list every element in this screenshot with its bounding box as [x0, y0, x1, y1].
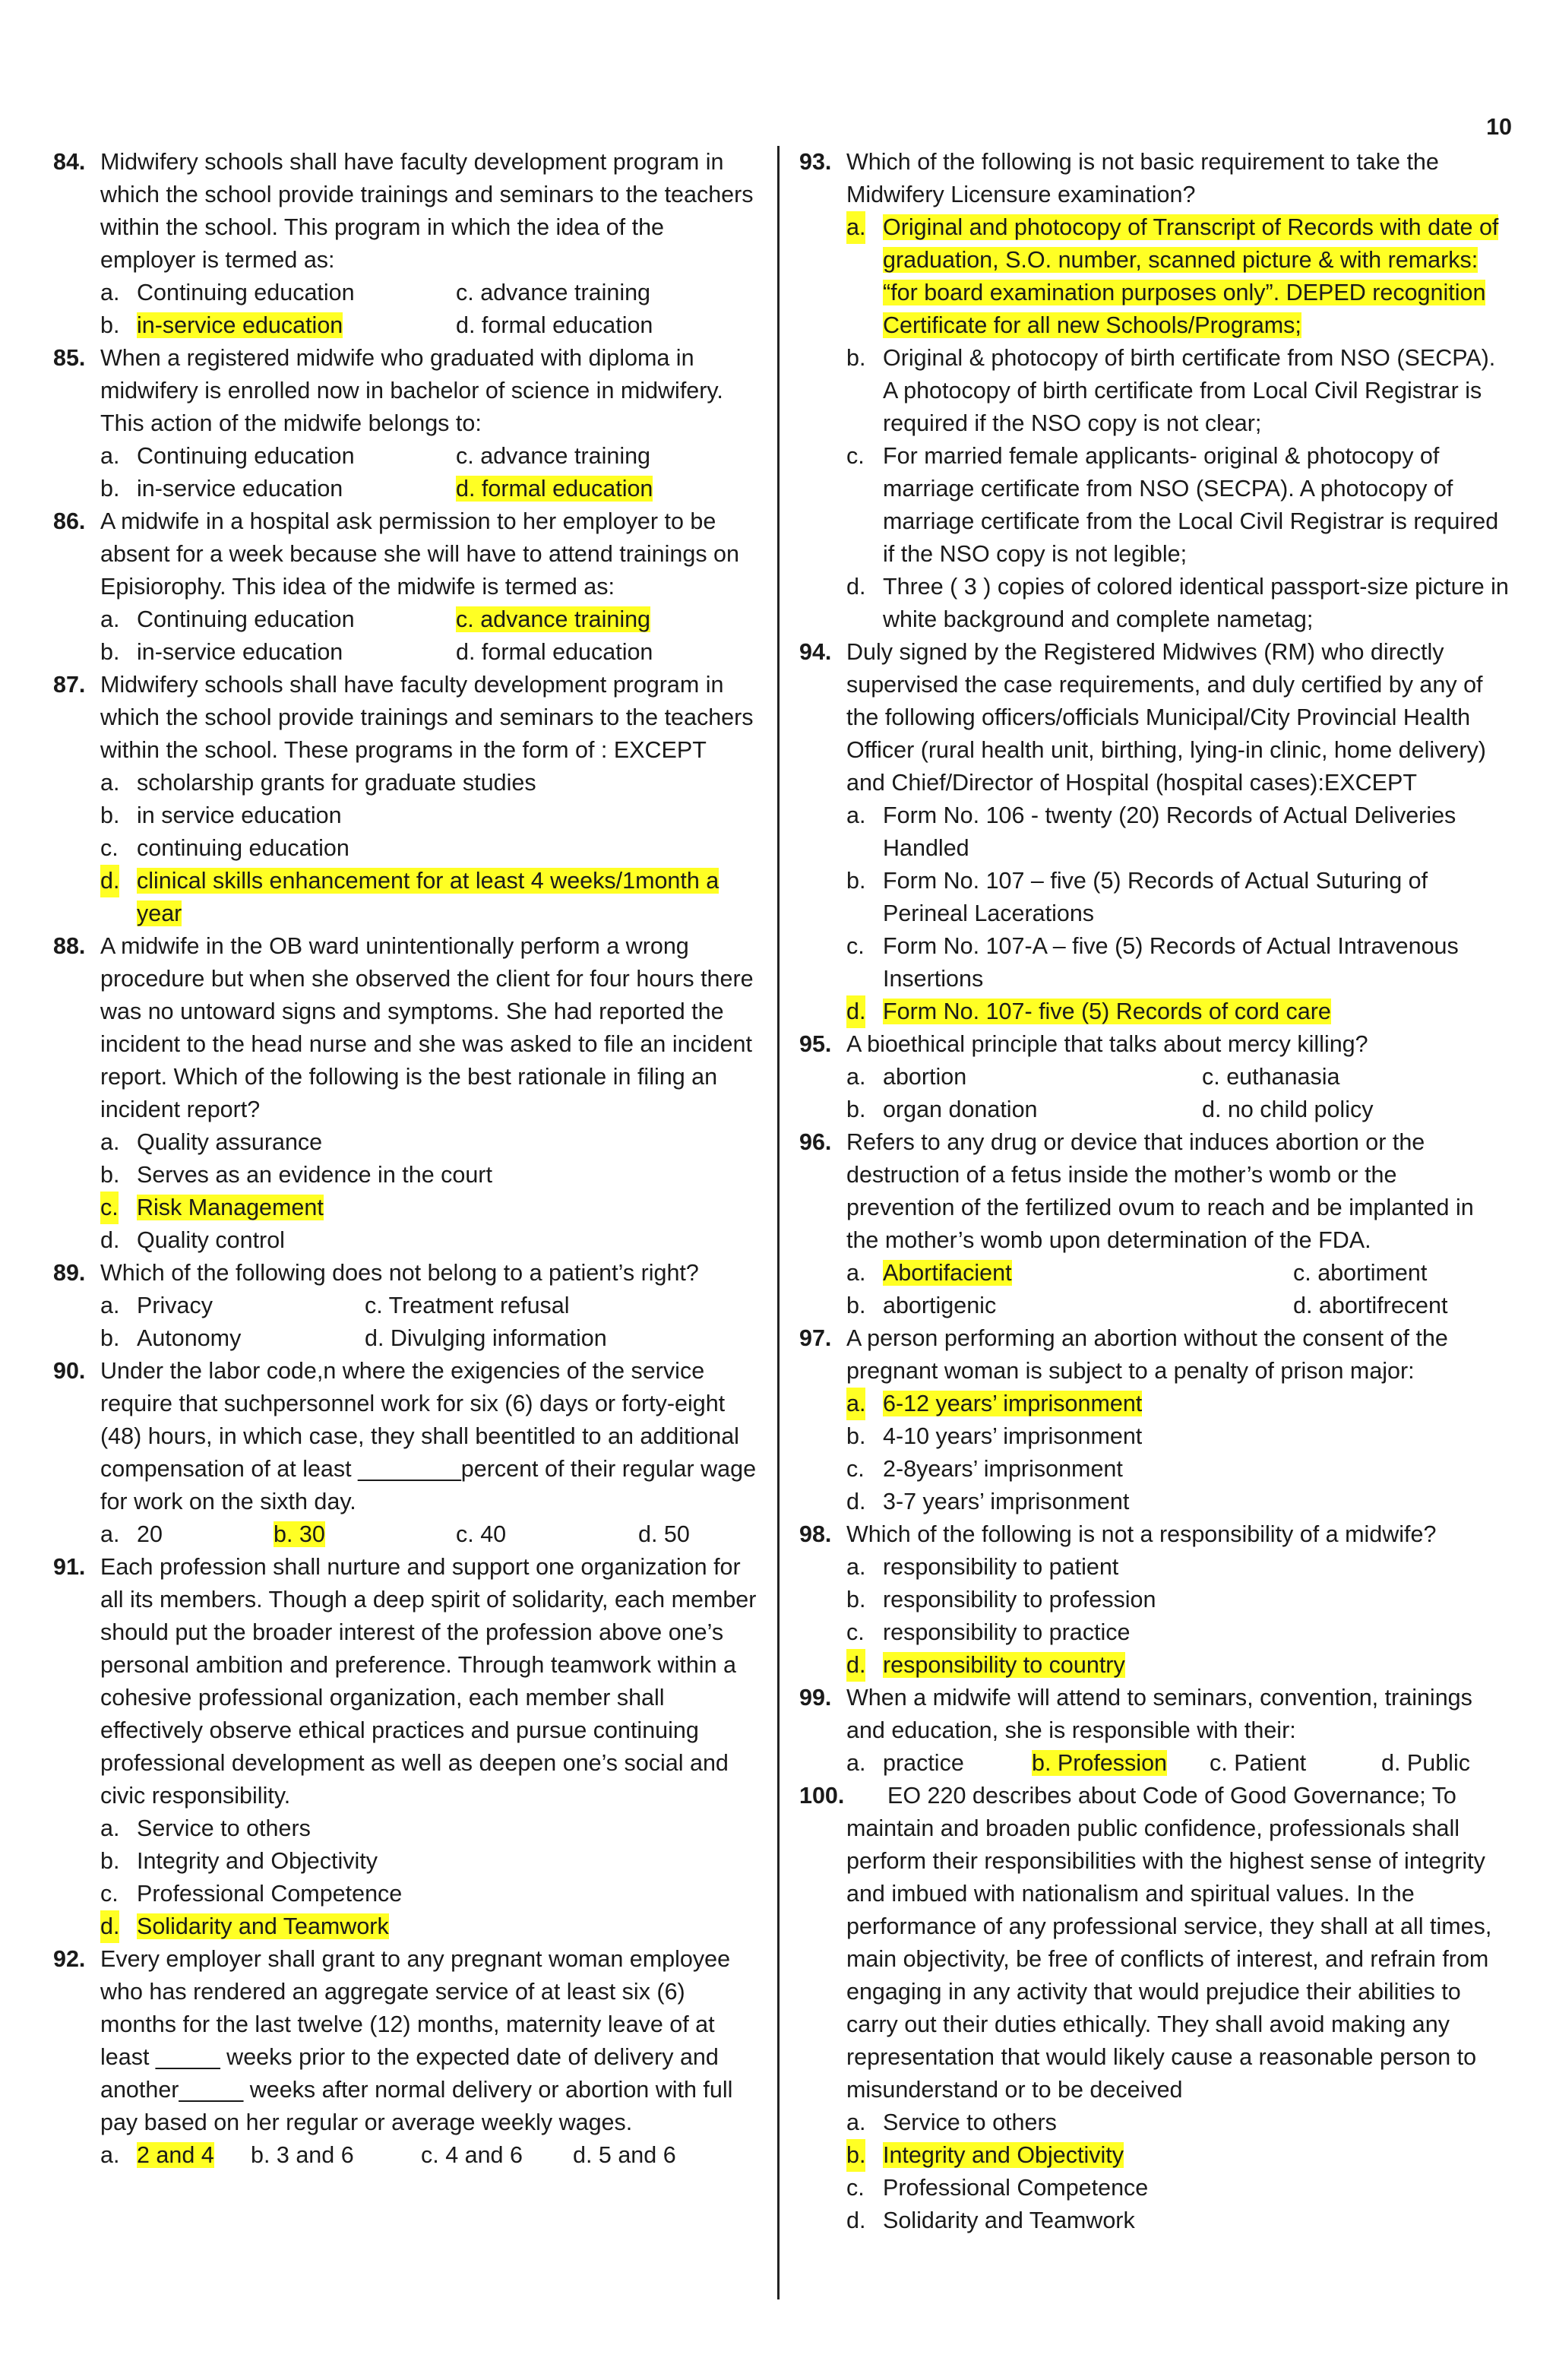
question-number: 93.: [799, 149, 832, 175]
option-b: [100, 799, 764, 832]
option-d: d. abortifrecent: [1293, 1293, 1448, 1318]
option-b: abortigenic: [883, 1293, 997, 1318]
option-letter: a.: [846, 211, 865, 244]
option-a: Privacy: [137, 1293, 213, 1318]
question-text: A person performing an abortion without the consent of the pregnant woman is subject to a penalty of prison major:: [846, 1325, 1448, 1384]
option-a: [100, 767, 764, 799]
option-row: [100, 603, 764, 636]
option-text: Three ( 3 ) copies of colored identical passport-size picture in white background and complete nametag;: [883, 574, 1509, 632]
question-92: [53, 1943, 764, 2172]
option-letter: c.: [846, 2175, 865, 2201]
column-divider: [777, 146, 780, 2299]
option-row: [100, 440, 764, 473]
option-text: continuing education: [137, 835, 349, 861]
option-c: [846, 930, 1510, 995]
option-text: Solidarity and Teamwork: [883, 2208, 1135, 2233]
option-letter: a.: [846, 1260, 866, 1286]
question-number: 84.: [53, 149, 86, 175]
option-letter: c.: [846, 1456, 865, 1482]
option-text: 3-7 years’ imprisonment: [883, 1489, 1130, 1514]
option-row: [846, 1061, 1510, 1093]
option-letter: c.: [100, 1881, 119, 1907]
question-text: Each profession shall nurture and support one organization for all its members. Though a deep spirit of solidarity, each member should put the broader interest of the profession above one’s personal ambition and preference. Through teamwork within a cohesive professional organization, each member shall effectively observe ethical practices and pursue continuing professional development as well as deepen one’s social and civic responsibility.: [100, 1554, 757, 1809]
question-88: [53, 930, 764, 1257]
right-column: [799, 146, 1510, 2237]
option-row: [100, 636, 764, 669]
option-d-answer: [100, 865, 764, 930]
question-text: Every employer shall grant to any pregnant woman employee who has rendered an aggregate service of at least six (6) months for the last twelve (12) months, maternity leave of at least _____ weeks prior to the expected date of delivery and another_____ weeks after normal delivery or abortion with full pay based on her regular or average weekly wages.: [100, 1946, 733, 2135]
option-row: [846, 1257, 1510, 1290]
option-letter: b.: [100, 639, 120, 665]
option-c: c. 40: [456, 1521, 507, 1547]
option-letter: b.: [846, 1293, 866, 1318]
option-row: [100, 1322, 764, 1355]
option-a: [100, 1126, 764, 1159]
option-text: 4-10 years’ imprisonment: [883, 1423, 1143, 1449]
option-letter: d.: [100, 1227, 120, 1253]
option-letter: b.: [100, 1325, 120, 1351]
question-text: Which of the following is not basic requirement to take the Midwifery Licensure examination?: [846, 149, 1439, 207]
question-text: Duly signed by the Registered Midwives (RM) who directly supervised the case requirements, and duly certified by any of the following officers/officials Municipal/City Provincial Health Officer (rural health unit, birthing, lying-in clinic, home delivery) and Chief/Director of Hospital (hospital cases):EXCEPT: [846, 639, 1486, 796]
option-row: [100, 473, 764, 505]
option-c: c. Treatment refusal: [365, 1293, 570, 1318]
option-a-answer: 2 and 4: [137, 2142, 214, 2168]
option-c: [846, 440, 1510, 571]
option-d-answer: [846, 995, 1510, 1028]
option-letter: a.: [100, 1521, 120, 1547]
option-letter: a.: [100, 1293, 120, 1318]
option-text: Form No. 107 – five (5) Records of Actual Suturing of Perineal Lacerations: [883, 868, 1428, 926]
option-a-answer: Abortifacient: [883, 1260, 1012, 1286]
question-97: [799, 1322, 1510, 1518]
option-letter: d.: [846, 1649, 865, 1682]
option-b: [846, 865, 1510, 930]
question-93: [799, 146, 1510, 636]
question-text: Midwifery schools shall have faculty development program in which the school provide trainings and seminars to the teachers within the school. This program in which the idea of the employer is termed as:: [100, 149, 754, 273]
question-number: 94.: [799, 639, 832, 665]
question-90: [53, 1355, 764, 1551]
question-number: 100.: [799, 1783, 845, 1809]
option-letter: b.: [100, 802, 120, 828]
option-letter: a.: [100, 770, 120, 796]
option-letter: b.: [100, 1848, 120, 1874]
option-letter: a.: [846, 802, 866, 828]
option-a-answer: [846, 211, 1510, 342]
option-text: Integrity and Objectivity: [137, 1848, 378, 1874]
option-text: responsibility to profession: [883, 1587, 1156, 1613]
question-number: 99.: [799, 1685, 832, 1711]
question-86: [53, 505, 764, 669]
question-number: 95.: [799, 1031, 832, 1057]
option-row: [100, 1518, 764, 1551]
option-d: [846, 2204, 1510, 2237]
option-c: c. 4 and 6: [421, 2142, 523, 2168]
option-a: abortion: [883, 1064, 967, 1090]
question-text: Refers to any drug or device that induces abortion or the destruction of a fetus inside the mother’s womb or the prevention of the fertilized ovum to reach and be implanted in the mother’s womb upon determination of the FDA.: [846, 1129, 1474, 1253]
option-b: in-service education: [137, 476, 343, 502]
option-c: c. advance training: [456, 280, 651, 305]
question-87: [53, 669, 764, 930]
option-c-answer: [100, 1192, 764, 1224]
option-c-answer: c. advance training: [456, 606, 651, 632]
option-text: responsibility to country: [883, 1652, 1125, 1678]
option-a: [846, 2106, 1510, 2139]
question-98: [799, 1518, 1510, 1682]
question-95: [799, 1028, 1510, 1126]
question-number: 90.: [53, 1358, 86, 1384]
option-text: Risk Management: [137, 1195, 324, 1220]
option-d: d. no child policy: [1202, 1097, 1374, 1122]
question-number: 97.: [799, 1325, 832, 1351]
question-text: Which of the following does not belong to a patient’s right?: [100, 1260, 699, 1286]
option-d: d. formal education: [456, 639, 653, 665]
option-d: d. 50: [638, 1521, 690, 1547]
option-letter: a.: [846, 1554, 866, 1580]
question-number: 98.: [799, 1521, 832, 1547]
option-a-answer: [846, 1388, 1510, 1420]
option-letter: a.: [100, 2142, 120, 2168]
question-number: 88.: [53, 933, 86, 959]
option-text: Service to others: [883, 2109, 1057, 2135]
option-d-answer: [100, 1910, 764, 1943]
question-96: [799, 1126, 1510, 1322]
option-text: 6-12 years’ imprisonment: [883, 1391, 1143, 1416]
option-c: [846, 2172, 1510, 2204]
option-text: responsibility to patient: [883, 1554, 1119, 1580]
option-text: in service education: [137, 802, 342, 828]
option-text: 2-8years’ imprisonment: [883, 1456, 1123, 1482]
option-d: d. Public: [1381, 1750, 1470, 1776]
option-b: in-service education: [137, 639, 343, 665]
option-a: [846, 799, 1510, 865]
option-b-answer: in-service education: [137, 312, 343, 338]
option-letter: d.: [846, 995, 865, 1028]
question-text: Which of the following is not a responsibility of a midwife?: [846, 1521, 1437, 1547]
option-d: d. Divulging information: [365, 1325, 607, 1351]
option-letter: b.: [846, 1097, 866, 1122]
option-text: Quality assurance: [137, 1129, 323, 1155]
option-d-answer: d. formal education: [456, 476, 653, 502]
option-text: Professional Competence: [883, 2175, 1149, 2201]
option-a: Continuing education: [137, 606, 355, 632]
option-letter: d.: [846, 2208, 866, 2233]
option-c: c. advance training: [456, 443, 651, 469]
option-b: organ donation: [883, 1097, 1038, 1122]
option-text: For married female applicants- original & photocopy of marriage certificate from NSO (SECPA). A photocopy of marriage certificate from the Local Civil Registrar is required if the NSO copy is not legible;: [883, 443, 1499, 567]
question-84: [53, 146, 764, 342]
question-text: Midwifery schools shall have faculty development program in which the school provide trainings and seminars to the teachers within the school. These programs in the form of : EXCEPT: [100, 672, 754, 763]
question-text: When a midwife will attend to seminars, convention, trainings and education, she is responsible with their:: [846, 1685, 1472, 1743]
option-b: [100, 1159, 764, 1192]
option-text: Professional Competence: [137, 1881, 403, 1907]
question-text: A midwife in a hospital ask permission to her employer to be absent for a week because she will have to attend trainings on Episiorophy. This idea of the midwife is termed as:: [100, 508, 739, 600]
question-number: 89.: [53, 1260, 86, 1286]
option-c: [846, 1616, 1510, 1649]
option-text: responsibility to practice: [883, 1619, 1131, 1645]
option-text: Original & photocopy of birth certificate from NSO (SECPA). A photocopy of birth certificate from Local Civil Registrar is required if the NSO copy is not clear;: [883, 345, 1496, 436]
question-number: 87.: [53, 672, 86, 698]
option-d: d. formal education: [456, 312, 653, 338]
left-column: [53, 146, 764, 2172]
question-89: [53, 1257, 764, 1355]
question-99: [799, 1682, 1510, 1780]
option-d: d. 5 and 6: [573, 2142, 676, 2168]
option-letter: d.: [846, 1489, 866, 1514]
question-text: A bioethical principle that talks about mercy killing?: [846, 1031, 1368, 1057]
question-number: 92.: [53, 1946, 86, 1972]
option-b: b. 3 and 6: [251, 2142, 354, 2168]
option-c: [100, 1878, 764, 1910]
option-letter: c.: [846, 443, 865, 469]
question-text: EO 220 describes about Code of Good Governance; To maintain and broaden public confidence, professionals shall perform their responsibilities with the highest sense of integrity and imbued with nationalism and spiritual values. In the performance of any professional service, they shall at all times, main objectivity, be free of conflicts of interest, and refrain from engaging in any activity that would prejudice their abilities to carry out their duties ethically. They shall avoid making any representation that would likely cause a reasonable person to misunderstand or to be deceived: [846, 1783, 1492, 2103]
option-letter: b.: [100, 476, 120, 502]
question-text: A midwife in the OB ward unintentionally perform a wrong procedure but when she observed the client for four hours there was no untoward signs and symptoms. She had reported the incident to the head nurse and she was asked to file an incident report. Which of the following is the best rationale in filing an incident report?: [100, 933, 754, 1122]
option-b-answer: b. 30: [274, 1521, 325, 1547]
option-letter: d.: [100, 865, 119, 897]
option-letter: b.: [100, 312, 120, 338]
question-91: [53, 1551, 764, 1943]
option-letter: c.: [100, 1192, 119, 1224]
option-c: c. euthanasia: [1202, 1064, 1340, 1090]
option-c: [100, 832, 764, 865]
option-letter: a.: [100, 1129, 120, 1155]
option-row: [100, 277, 764, 309]
option-letter: b.: [100, 1162, 120, 1188]
option-b-answer: b. Profession: [1032, 1750, 1168, 1776]
option-letter: b.: [846, 345, 866, 371]
question-text: When a registered midwife who graduated with diploma in midwifery is enrolled now in bachelor of science in midwifery. This action of the midwife belongs to:: [100, 345, 723, 436]
question-number: 96.: [799, 1129, 832, 1155]
option-a: [846, 1551, 1510, 1584]
option-b: [846, 1584, 1510, 1616]
option-text: Form No. 106 - twenty (20) Records of Actual Deliveries Handled: [883, 802, 1456, 861]
option-text: scholarship grants for graduate studies: [137, 770, 536, 796]
option-text: Quality control: [137, 1227, 285, 1253]
question-94: [799, 636, 1510, 1028]
option-b: [846, 342, 1510, 440]
option-text: Form No. 107- five (5) Records of cord care: [883, 999, 1331, 1024]
question-number: 86.: [53, 508, 86, 534]
page-number: 10: [1486, 114, 1512, 140]
question-number: 91.: [53, 1554, 86, 1580]
option-letter: a.: [100, 606, 120, 632]
option-a: practice: [883, 1750, 964, 1776]
option-text: Integrity and Objectivity: [883, 2142, 1124, 2168]
question-85: [53, 342, 764, 505]
option-letter: a.: [100, 1815, 120, 1841]
option-text: Form No. 107-A – five (5) Records of Actual Intravenous Insertions: [883, 933, 1459, 992]
option-text: Solidarity and Teamwork: [137, 1913, 389, 1939]
option-letter: b.: [846, 2139, 865, 2172]
option-b: Autonomy: [137, 1325, 242, 1351]
option-c: c. abortiment: [1293, 1260, 1428, 1286]
option-letter: a.: [846, 2109, 866, 2135]
option-text: Serves as an evidence in the court: [137, 1162, 492, 1188]
option-letter: b.: [846, 868, 866, 894]
option-text: Original and photocopy of Transcript of Records with date of graduation, S.O. number, scanned picture & with remarks: “for board examination purposes only”. DEPED recognition Certificate for all new Schools/Programs;: [883, 214, 1499, 338]
option-letter: c.: [846, 933, 865, 959]
option-row: [846, 1747, 1510, 1780]
option-letter: b.: [846, 1587, 866, 1613]
option-row: [100, 1290, 764, 1322]
option-a: [100, 1812, 764, 1845]
option-letter: a.: [846, 1750, 866, 1776]
question-number: 85.: [53, 345, 86, 371]
option-b: [846, 1420, 1510, 1453]
option-letter: d.: [846, 574, 866, 600]
option-d: [846, 571, 1510, 636]
option-letter: c.: [846, 1619, 865, 1645]
option-c: c. Patient: [1210, 1750, 1307, 1776]
option-letter: b.: [846, 1423, 866, 1449]
option-row: [100, 2139, 764, 2172]
option-d: [100, 1224, 764, 1257]
option-text: clinical skills enhancement for at least 4 weeks/1month a year: [137, 868, 719, 926]
option-letter: a.: [100, 443, 120, 469]
option-d: [846, 1486, 1510, 1518]
option-b: [100, 1845, 764, 1878]
option-a: 20: [137, 1521, 163, 1547]
option-text: Service to others: [137, 1815, 311, 1841]
option-row: [100, 309, 764, 342]
question-text: Under the labor code,n where the exigencies of the service require that suchpersonnel work for six (6) days or forty-eight (48) hours, in which case, they shall beentitled to an additional compensation of at least ________percent of their regular wage for work on the sixth day.: [100, 1358, 757, 1514]
option-row: [846, 1290, 1510, 1322]
option-c: [846, 1453, 1510, 1486]
option-letter: a.: [100, 280, 120, 305]
option-a: Continuing education: [137, 280, 355, 305]
option-d-answer: [846, 1649, 1510, 1682]
option-letter: a.: [846, 1388, 865, 1420]
option-letter: d.: [100, 1910, 119, 1943]
option-a: Continuing education: [137, 443, 355, 469]
question-100: [799, 1780, 1510, 2237]
option-row: [846, 1093, 1510, 1126]
option-letter: a.: [846, 1064, 866, 1090]
option-letter: c.: [100, 835, 119, 861]
option-b-answer: [846, 2139, 1510, 2172]
